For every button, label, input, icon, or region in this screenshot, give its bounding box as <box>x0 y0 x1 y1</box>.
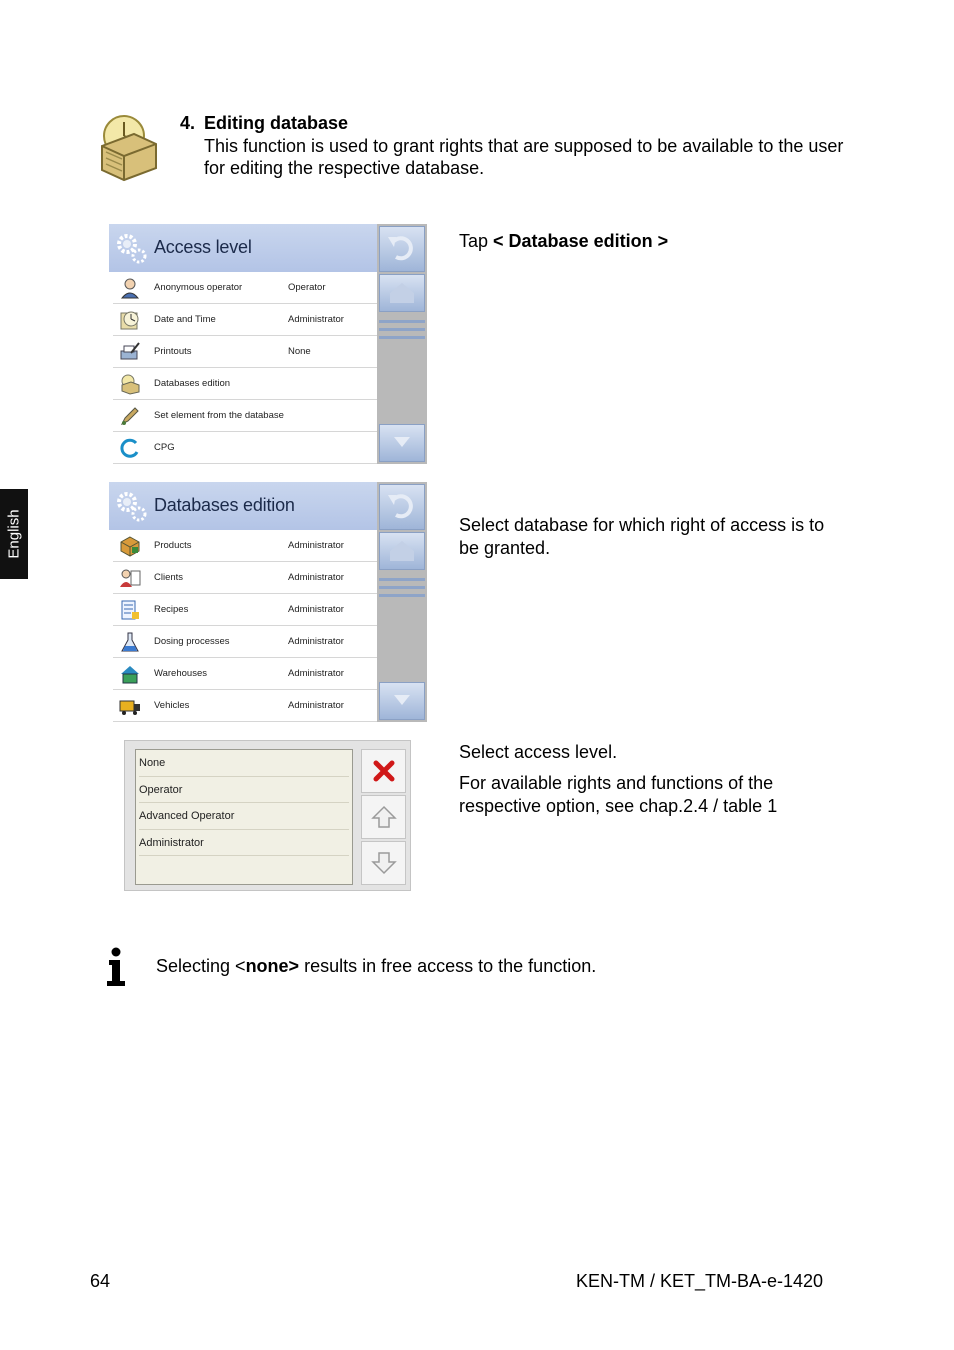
scrollbar-line <box>379 328 425 331</box>
row-label: Date and Time <box>154 314 216 325</box>
instruction-step-2: Select database for which right of access is to be granted. <box>459 515 825 558</box>
vehicle-icon <box>119 695 141 717</box>
row-value: Administrator <box>288 314 344 325</box>
operator-icon <box>119 277 141 299</box>
list-item[interactable] <box>113 336 377 368</box>
row-label: CPG <box>154 442 175 453</box>
settings-gear-icon <box>113 230 149 266</box>
screen-title: Databases edition <box>154 495 295 515</box>
products-icon <box>119 535 141 557</box>
access-level-screen <box>109 224 427 464</box>
list-item[interactable] <box>113 368 377 400</box>
back-arrow-icon <box>384 485 420 525</box>
screen-title: Access level <box>154 237 252 257</box>
back-button[interactable] <box>379 484 425 530</box>
home-button[interactable] <box>379 274 425 312</box>
access-level-selector <box>124 740 411 891</box>
row-value: Administrator <box>288 636 344 647</box>
page-number: 64 <box>90 1271 111 1291</box>
language-side-tab <box>0 489 28 579</box>
row-label: Recipes <box>154 604 189 615</box>
info-icon <box>104 947 128 987</box>
instruction-step-4: For available rights and functions of the respective option, see chap.2.4 / table 1 <box>459 773 778 816</box>
instruction-step-3: Select access level. <box>459 742 618 762</box>
scrollbar-line <box>379 320 425 323</box>
list-item[interactable] <box>113 530 377 562</box>
home-button[interactable] <box>379 532 425 570</box>
scrollbar-line <box>379 594 425 597</box>
pencil-icon <box>119 405 141 427</box>
list-item[interactable] <box>113 562 377 594</box>
down-arrow-icon <box>370 850 398 876</box>
row-value: Operator <box>288 282 326 293</box>
databases-edition-screen <box>109 482 427 722</box>
home-icon <box>384 533 420 567</box>
database-folder-icon <box>119 373 141 395</box>
language-label: English <box>5 509 23 559</box>
row-label: Vehicles <box>154 700 190 711</box>
list-item[interactable] <box>113 690 377 722</box>
row-value: Administrator <box>288 572 344 583</box>
screen-header <box>109 224 377 272</box>
section-title: Editing database <box>204 113 349 133</box>
row-label: Printouts <box>154 346 192 357</box>
scrollbar-line <box>379 586 425 589</box>
instruction-step-1: Tap < Database edition > <box>459 231 669 251</box>
row-label: Databases edition <box>154 378 231 389</box>
option-label: Operator <box>139 783 183 796</box>
scroll-down-button[interactable] <box>361 841 406 885</box>
settings-gear-icon <box>113 488 149 524</box>
close-icon <box>371 758 397 784</box>
dosing-icon <box>119 631 141 653</box>
scrollbar-line <box>379 578 425 581</box>
row-label: Clients <box>154 572 184 583</box>
row-label: Products <box>154 540 192 551</box>
section-description: This function is used to grant rights that are supposed to be available to the user for editing the respective database. <box>204 136 844 178</box>
row-label: Warehouses <box>154 668 207 679</box>
row-label: Set element from the database <box>154 410 284 421</box>
row-value: Administrator <box>288 604 344 615</box>
cancel-button[interactable] <box>361 749 406 793</box>
list-item[interactable] <box>113 432 377 464</box>
scroll-down-button[interactable] <box>379 682 425 720</box>
list-item[interactable] <box>113 626 377 658</box>
row-label: Anonymous operator <box>154 282 243 293</box>
option-administrator[interactable] <box>139 830 349 857</box>
list-item[interactable] <box>113 400 377 432</box>
row-value: Administrator <box>288 540 344 551</box>
list-item[interactable] <box>113 304 377 336</box>
option-label: Administrator <box>139 836 204 849</box>
back-button[interactable] <box>379 226 425 272</box>
home-icon <box>384 275 420 309</box>
clients-icon <box>119 567 141 589</box>
row-value: None <box>288 346 311 357</box>
option-operator[interactable] <box>139 777 349 804</box>
up-arrow-icon <box>370 804 398 830</box>
databases-list <box>109 530 377 722</box>
list-item[interactable] <box>113 272 377 304</box>
recipes-icon <box>119 599 141 621</box>
row-value: Administrator <box>288 668 344 679</box>
option-label: None <box>139 757 166 769</box>
clock-icon <box>119 309 141 331</box>
printer-icon <box>119 341 141 363</box>
info-note: Selecting <none> results in free access to the function. <box>156 956 597 976</box>
scroll-up-button[interactable] <box>361 795 406 839</box>
document-id: KEN-TM / KET_TM-BA-e-1420 <box>576 1271 824 1291</box>
list-item[interactable] <box>113 594 377 626</box>
access-level-options <box>135 749 353 885</box>
scroll-down-button[interactable] <box>379 424 425 462</box>
option-none[interactable] <box>139 750 349 777</box>
back-arrow-icon <box>384 227 420 267</box>
section-number: 4. <box>180 113 196 133</box>
screen-header <box>109 482 377 530</box>
access-level-list <box>109 272 377 464</box>
scrollbar-line <box>379 336 425 339</box>
side-button-bar <box>377 224 427 464</box>
option-advanced-operator[interactable] <box>139 803 349 830</box>
down-arrow-icon <box>384 425 420 459</box>
side-button-bar <box>377 482 427 722</box>
option-label: Advanced Operator <box>139 810 235 822</box>
row-value: Administrator <box>288 700 344 711</box>
row-label: Dosing processes <box>154 636 230 647</box>
cpg-icon <box>119 437 141 459</box>
down-arrow-icon <box>384 683 420 717</box>
list-item[interactable] <box>113 658 377 690</box>
warehouse-icon <box>119 663 141 685</box>
database-folder-icon <box>94 110 162 182</box>
